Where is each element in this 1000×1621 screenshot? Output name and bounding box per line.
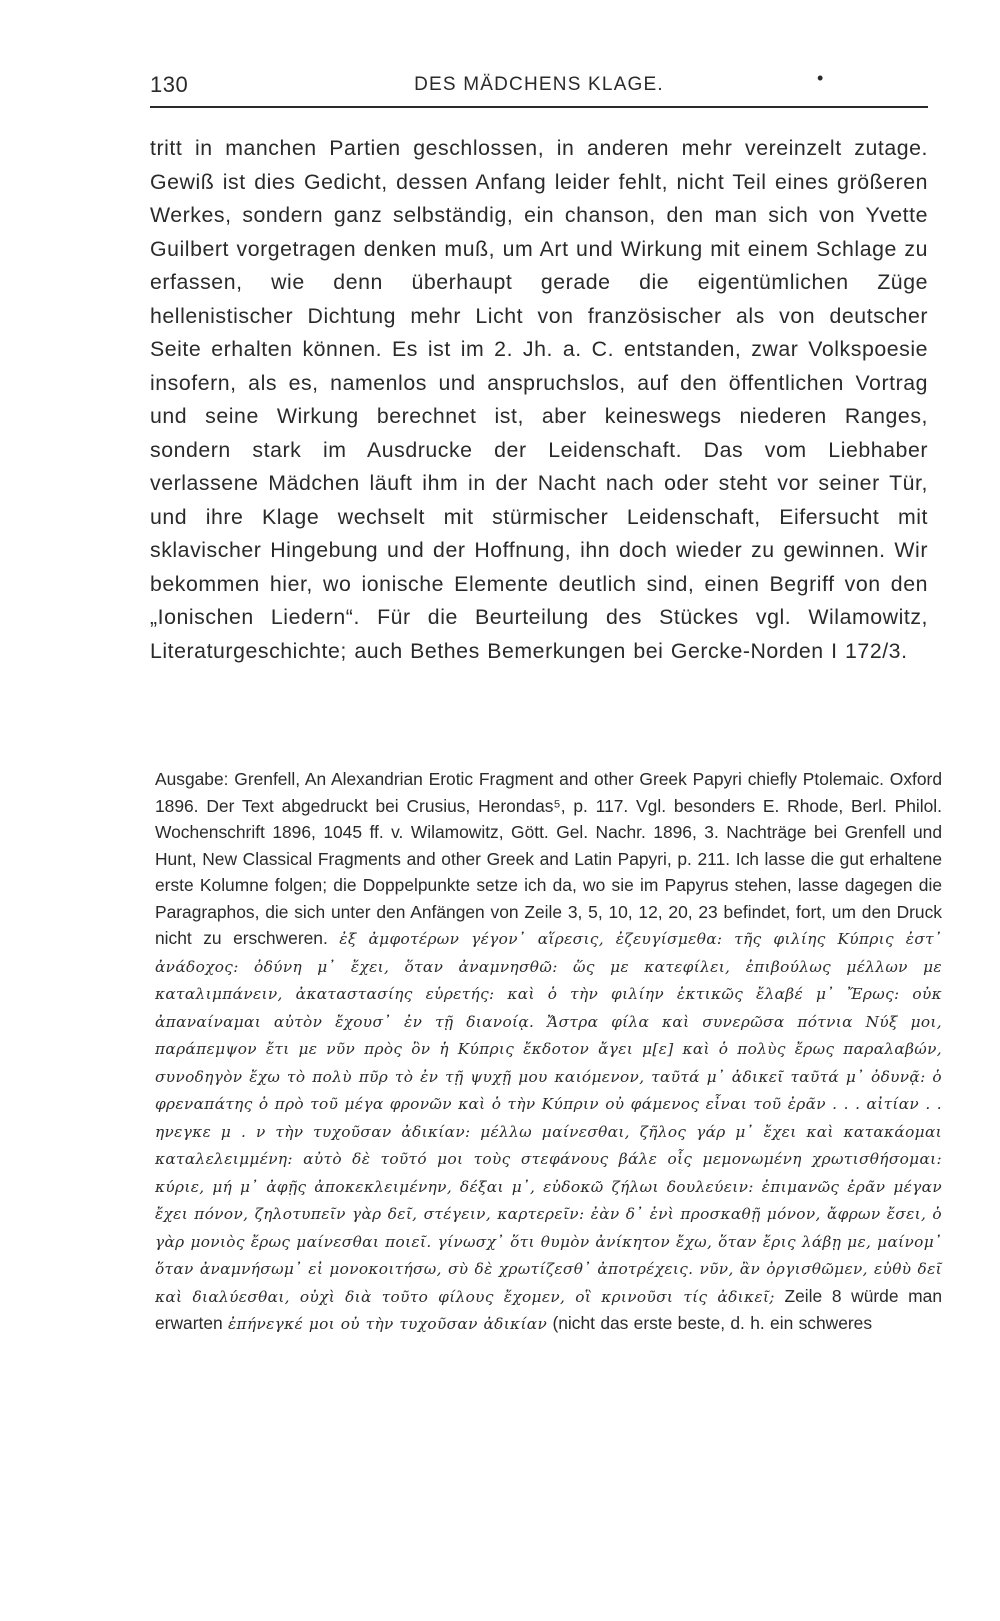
main-text-block [150,132,928,668]
header-dot: • [817,68,824,88]
page-number: 130 [150,72,189,97]
greek-text: ἐξ ἀμφοτέρων γέγον᾽ αἵρεσις, ἐζευγίσμεθα: τῆς φιλίης Κύπρις ἐστ᾽ ἀνάδοχος: ὀδύνη μ᾽ ἔχει, ὅταν ἀναμνησθῶ: ὥς με κατεφίλει, ἐπιβούλως μέλλων με καταλιμπάνειν, ἀκαταστασίης εὑρετής: καὶ ὁ τὴν φιλίην ἐκτικῶς ἔλαβέ μ᾽ Ἔρως: οὐκ ἀπαναίναμαι αὐτὸν ἔχουσ᾽ ἐν τῇ διανοίᾳ. Ἄστρα φίλα καὶ συνερῶσα πότνια Νύξ μοι, παράπεμψον ἔτι με νῦν πρὸς ὃν ἡ Κύπρις ἔκδοτον ἄγει μ[ε] καὶ ὁ πολὺς ἔρως παραλαβών, συνοδηγὸν ἔχω τὸ πολὺ πῦρ τὸ ἐν τῇ ψυχῇ μου καιόμενον, ταῦτά μ᾽ ἀδικεῖ ταῦτά μ᾽ ὀδυνᾷ: ὁ φρεναπάτης ὁ πρὸ τοῦ μέγα φρονῶν καὶ ὁ τὴν Κύπριν οὐ φάμενος εἶναι τοῦ ἐρᾶν . . . αἰτίαν . . ηνεγκε μ . ν τὴν τυχοῦσαν ἀδικίαν: μέλλω μαίνεσθαι, ζῆλος γάρ μ᾽ ἔχει καὶ κατακάομαι καταλελειμμένη: αὐτὸ δὲ τοῦτό μοι τοὺς στεφάνους βάλε οἷς μεμονωμένη χρωτισθήσομαι: κύριε, μή μ᾽ ἀφῇς ἀποκεκλειμένην, δέξαι μ᾽, εὐδοκῶ ζήλωι δουλεύειν: ἐπιμανῶς ἐρᾶν μέγαν ἔχει πόνον, ζηλοτυπεῖν γὰρ δεῖ, στέγειν, καρτερεῖν: ἐὰν δ᾽ ἑνὶ προσκαθῇ μόνον, ἄφρων ἔσει, ὁ γὰρ μονιὸς ἔρως μαίνεσθαι ποιεῖ. γίνωσχ᾽ ὅτι θυμὸν ἀνίκητον ἔχω, ὅταν ἔρις λάβῃ με, μαίνομ᾽ ὅταν ἀναμνήσωμ᾽ εἰ μονοκοιτήσω, σὺ δὲ χρωτίζεσθ᾽ ἀποτρέχεις. νῦν, ἂν ὀργισθῶμεν, εὐθὺ δεῖ καὶ διαλύεσθαι, οὐχὶ διὰ τοῦτο φίλους ἔχομεν, οἳ κρινοῦσι τίς ἀδικεῖ; [155,930,942,1306]
page-header [150,68,928,106]
header-rule [150,106,928,108]
main-paragraph: tritt in manchen Partien geschlossen, in anderen mehr vereinzelt zutage. Gewiß ist dies Gedicht, dessen Anfang leider fehlt, nicht Teil eines größeren Werkes, sondern ganz selbständig, ein chanson, den man sich von Yvette Guilbert vorgetragen denken muß, um Art und Wirkung mit einem Schlage zu erfassen, wie denn überhaupt gerade die eigentümlichen Züge hellenistischer Dichtung mehr Licht von französischer als von deutscher Seite erhalten können. Es ist im 2. Jh. a. C. entstanden, zwar Volkspoesie insofern, als es, namenlos und anspruchslos, auf den öffentlichen Vortrag und seine Wirkung berechnet ist, aber keineswegs niederen Ranges, sondern stark im Ausdrucke der Leidenschaft. Das vom Liebhaber verlassene Mädchen läuft ihm in der Nacht nach oder steht vor seiner Tür, und ihre Klage wechselt mit stürmischer Leidenschaft, Eifersucht mit sklavischer Hingebung und der Hoffnung, ihn doch wieder zu gewinnen. Wir bekommen hier, wo ionische Elemente deutlich sind, einen Begriff von den „Ionischen Liedern“. Für die Beurteilung des Stückes vgl. Wilamowitz, Literaturgeschichte; auch Bethes Bemerkungen bei Gercke-Norden I 172/3. [150,136,928,663]
notes-german-mid: Zeile 8 würde man erwarten [155,1285,942,1333]
running-title: DES MÄDCHENS KLAGE. [414,74,664,95]
notes-german-intro: Ausgabe: Grenfell, An Alexandrian Erotic Fragment and other Greek Papyri chiefly Ptolemaic. Oxford 1896. Der Text abgedruckt bei Crusius, Herondas⁵, p. 117. Vgl. besonders E. Rhode, Berl. Philol. Wochenschrift 1896, 1045 ff. v. Wilamowitz, Gött. Gel. Nachr. 1896, 3. Nachträge bei Grenfell und Hunt, New Classical Fragments and other Greek and Latin Papyri, p. 211. Ich lasse die gut erhaltene erste Kolumne folgen; die Doppelpunkte setze ich da, wo sie im Papyrus stehen, lasse dagegen die Paragraphos, die sich unter den Anfängen von Zeile 3, 5, 10, 12, 20, 23 befindet, fort, um den Druck nicht zu erschweren. [155,769,942,948]
notes-block [155,766,942,1338]
notes-german-end: (nicht das erste beste, d. h. ein schweres [547,1313,873,1333]
greek-quote: ἐπήνεγκέ μοι οὐ τὴν τυχοῦσαν ἀδικίαν [228,1315,548,1333]
notes-paragraph [155,766,942,1338]
